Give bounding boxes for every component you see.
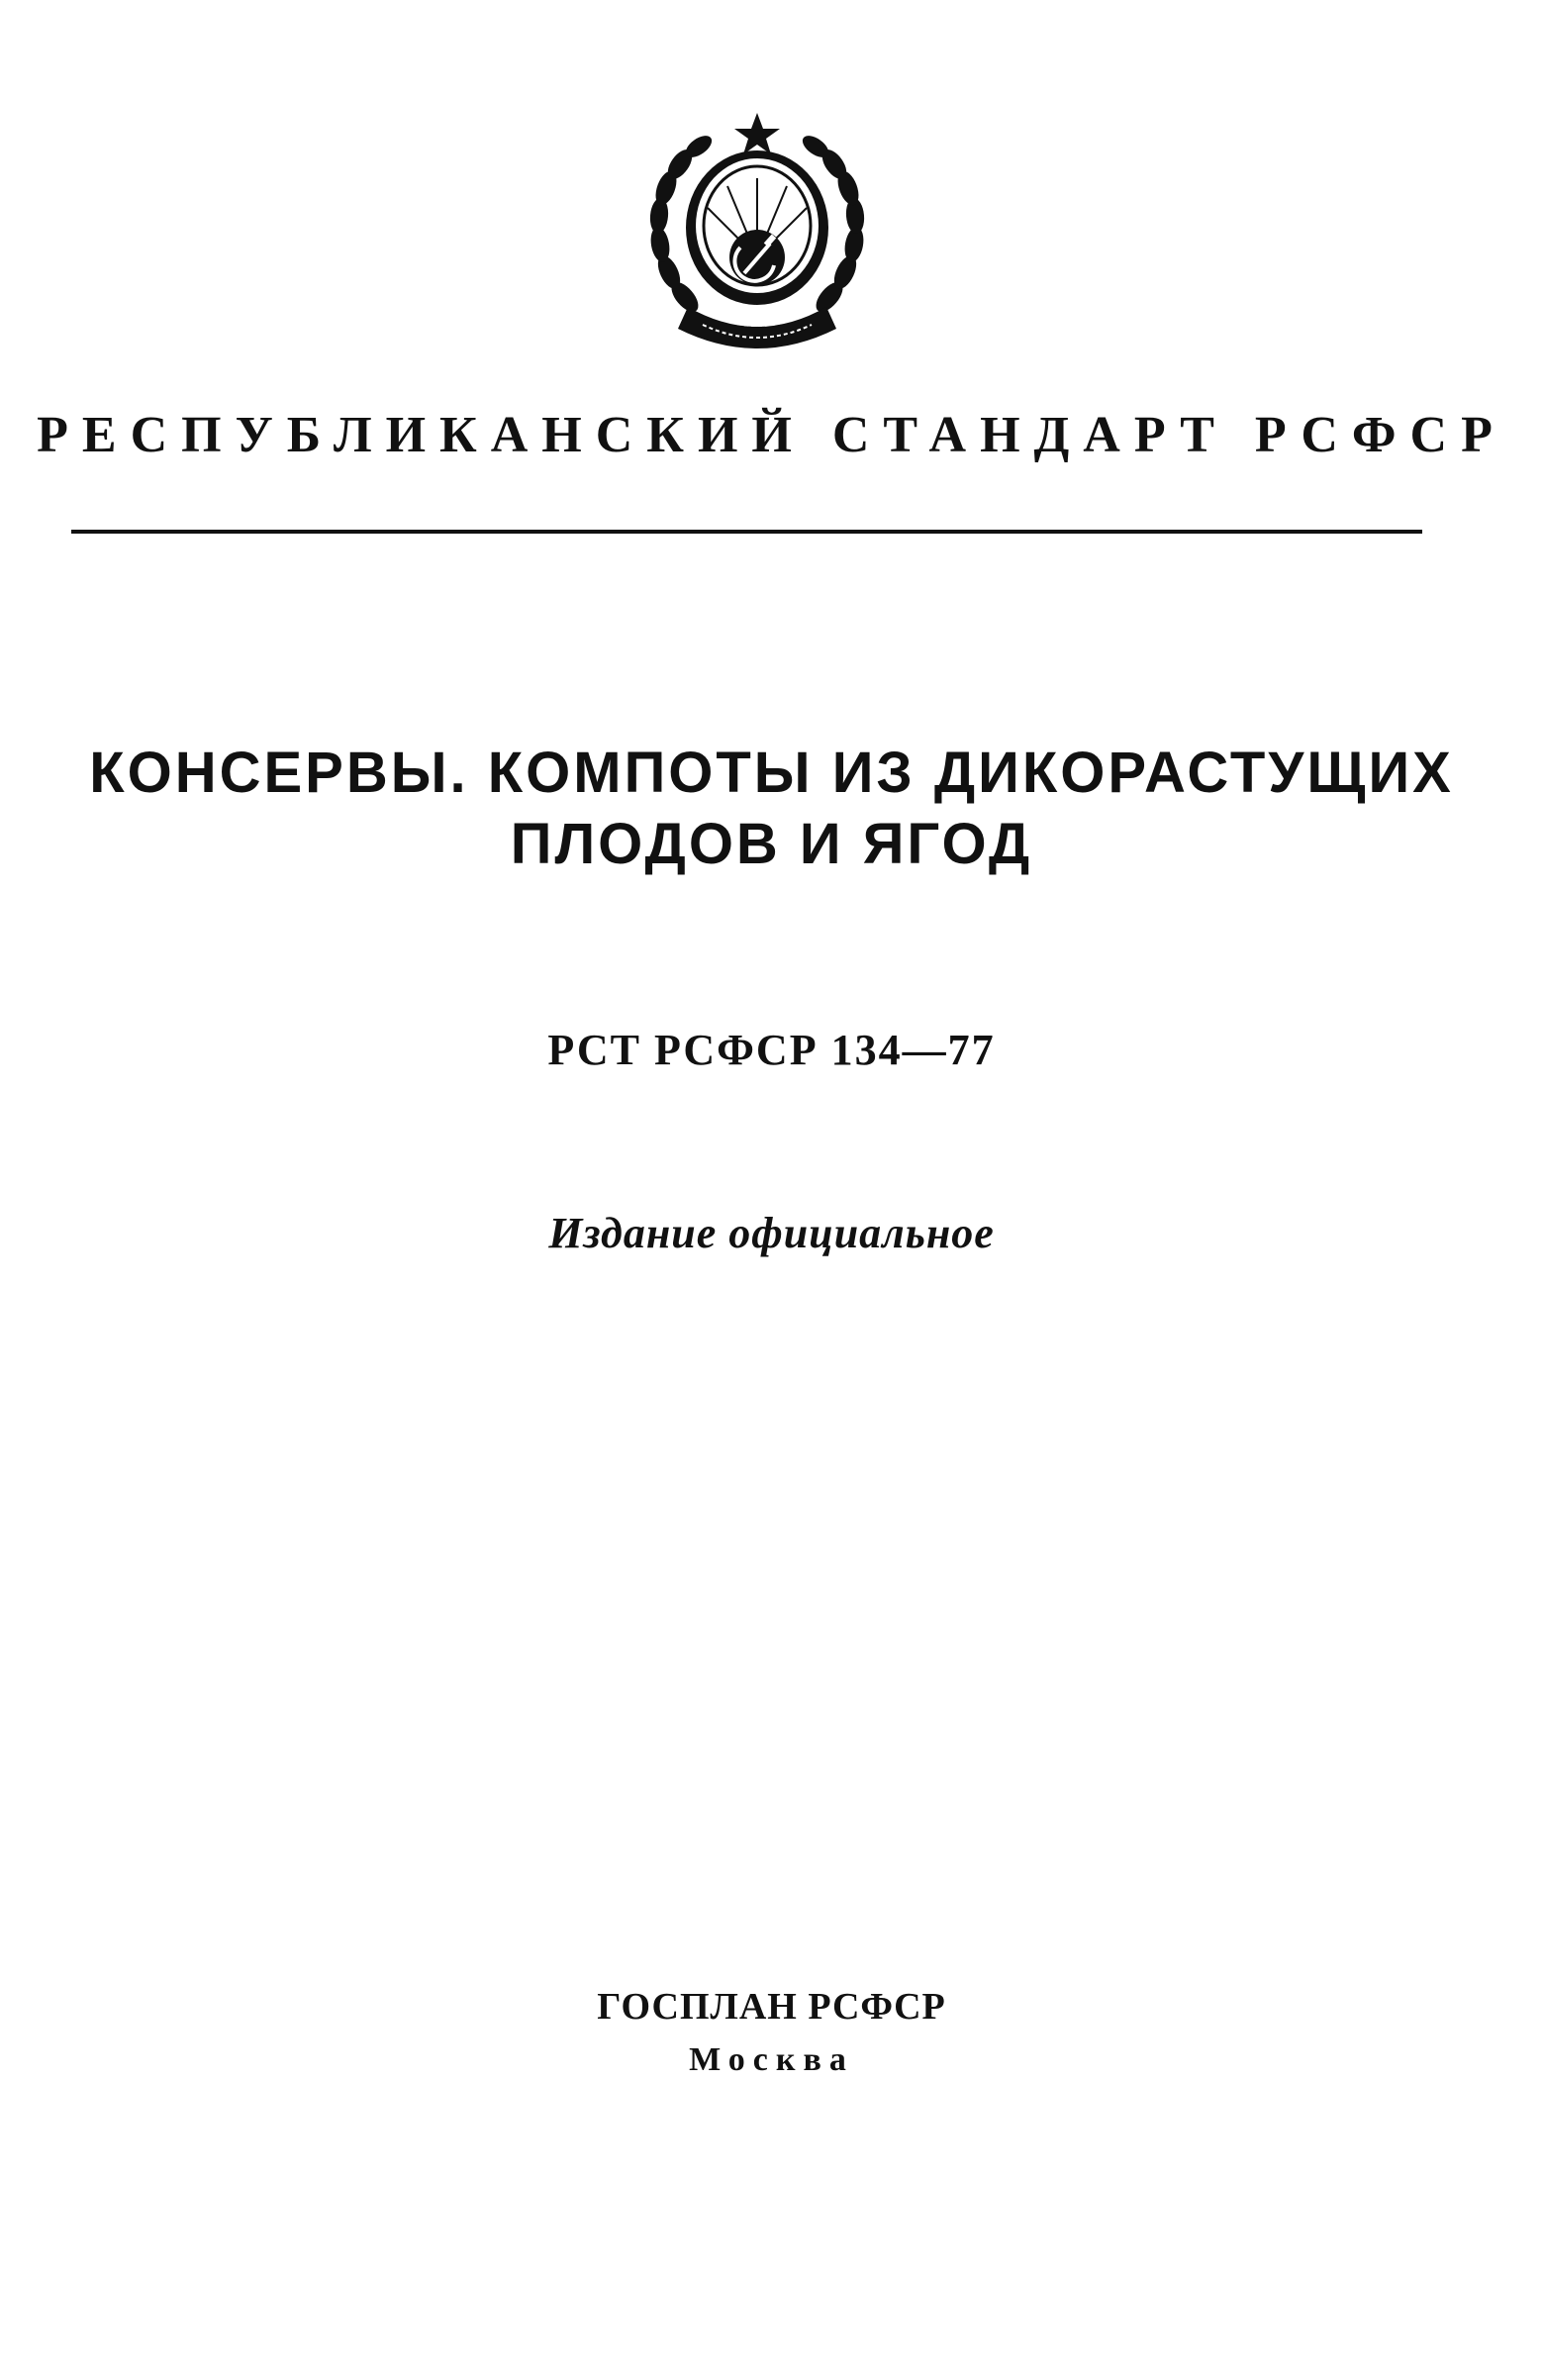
document-title-line-2: ПЛОДОВ И ЯГОД xyxy=(510,812,1033,876)
title-divider xyxy=(71,530,1422,534)
series-title: РЕСПУБЛИКАНСКИЙ СТАНДАРТ РСФСР xyxy=(37,407,1506,463)
edition-label: Издание официальное xyxy=(548,1209,995,1257)
document-title-line-1: КОНСЕРВЫ. КОМПОТЫ ИЗ ДИКОРАСТУЩИХ xyxy=(89,741,1454,805)
document-title xyxy=(0,738,1543,880)
rsfsr-coat-of-arms-icon xyxy=(633,109,881,351)
standard-number: РСТ РСФСР 134—77 xyxy=(547,1026,996,1074)
publication-city: Москва xyxy=(689,2041,854,2078)
publisher: ГОСПЛАН РСФСР xyxy=(597,1986,946,2028)
